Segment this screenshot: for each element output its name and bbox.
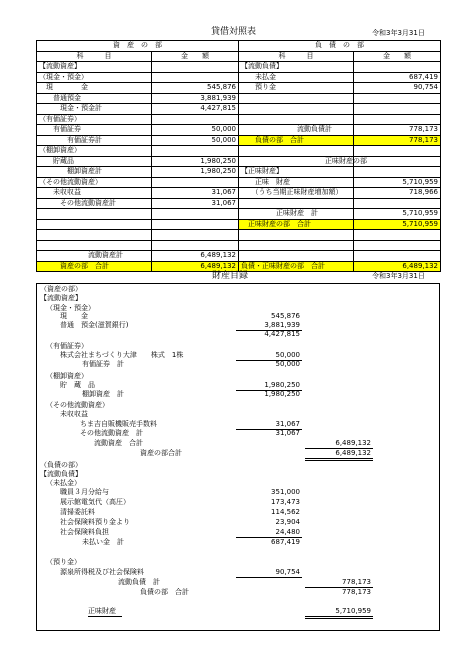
col-amount-left: 金 額 [152,51,239,62]
rule [305,616,373,617]
net-assets-value: 5,710,959 [335,607,371,615]
inventory-line: 普通 預金(滋賀銀行) [60,321,129,329]
inventory-line: 株式会社まちづくり大津 株式 1株 [60,351,184,359]
bs-right-label-cell: 【正味財産】 [239,167,354,178]
bs-right-label-cell: 正味財産 計 [239,209,354,220]
bs-left-value-cell: 50,000 [152,135,239,146]
insurance-burden-value: 24,480 [275,528,300,536]
inventory-line: 有価証券 計 [82,360,124,368]
bs-left-label-cell: 【流動資産】 [37,62,152,73]
bs-left-label-cell [37,230,152,241]
inventory-line: 未収収益 [60,410,88,418]
bs-left-label-cell: 棚卸資産計 [37,167,152,178]
bs-left-label-cell: 資産の部 合計 [37,261,152,272]
bs-left-value-cell [152,219,239,230]
bs-left-value-cell: 3,881,939 [152,93,239,104]
bs-right-label-cell: 預り金 [239,83,354,94]
bs-right-value-cell [354,114,441,125]
inventory-line: ちま吉自販機販売手数料 [80,420,157,428]
col-item-left: 科 目 [37,51,152,62]
balance-sheet-date: 令和3年3月31日 [372,29,425,37]
bs-left-value-cell [152,209,239,220]
insurance-withheld-value: 23,904 [275,518,300,526]
col-amount-right: 金 額 [354,51,441,62]
bs-right-label-cell [239,93,354,104]
bs-right-label-cell: 正味 財産 [239,177,354,188]
bs-right-value-cell: 718,966 [354,188,441,199]
bs-right-label-cell: 正味財産の部 合計 [239,219,354,230]
inventory-date: 令和3年3月31日 [372,272,425,280]
bs-right-label-cell: 未払金 [239,72,354,83]
assets-total-value: 6,489,132 [335,449,371,457]
balance-sheet-table [36,40,441,272]
rule [305,460,373,461]
bs-right-value-cell [354,62,441,73]
bs-left-value-cell: 31,067 [152,188,239,199]
bs-right-value-cell [354,230,441,241]
bs-left-value-cell [152,146,239,157]
inventory-line: 展示館電気代（高圧） [60,498,130,506]
bs-left-label-cell: その他流動資産計 [37,198,152,209]
bs-left-value-cell: 6,489,132 [152,251,239,262]
col-item-right: 科 目 [239,51,354,62]
inventory-line: 源泉所得税及び社会保険料 [60,568,144,576]
bs-left-label-cell [37,219,152,230]
bs-right-label-cell: 負債の部 合計 [239,135,354,146]
cleaning-value: 114,562 [271,508,300,516]
balance-sheet-title: 貸借対照表 [211,27,257,37]
bs-right-label-cell: 正味財産の部 [239,156,354,167]
bs-right-value-cell: 5,710,959 [354,177,441,188]
liabilities-header: 負 債 の 部 [239,41,441,52]
inventory-line: 清掃委託料 [60,508,95,516]
bs-left-label-cell [37,209,152,220]
withholding-value: 90,754 [275,568,300,576]
bs-left-label-cell: 現 金 [37,83,152,94]
bs-right-label-cell [239,240,354,251]
bs-right-label-cell: 負債・正味財産の部 合計 [239,261,354,272]
bs-right-value-cell: 778,173 [354,135,441,146]
bs-right-label-cell [239,104,354,115]
bs-left-value-cell [152,114,239,125]
bs-left-label-cell: 未収収益 [37,188,152,199]
inventory-line: 【流動資産】 [40,294,82,302]
inventory-line: 資産の部合計 [140,449,182,457]
bs-right-value-cell: 6,489,132 [354,261,441,272]
bs-left-value-cell [152,62,239,73]
inventory-line: （預り金） [46,558,81,566]
inventory-line: （有価証券） [46,342,88,350]
stock-value: 50,000 [275,351,300,359]
bs-right-value-cell [354,104,441,115]
bs-right-label-cell [239,146,354,157]
bs-left-value-cell: 1,980,250 [152,167,239,178]
bs-left-value-cell: 50,000 [152,125,239,136]
bs-right-value-cell [354,167,441,178]
rule [236,577,302,578]
inventory-line: 未払い金 計 [82,538,124,546]
inventory-line: 正味財産 [88,607,116,615]
electric-value: 173,473 [271,498,300,506]
inventory-line: （負債の部） [40,461,82,469]
bs-right-label-cell [239,114,354,125]
cash-value: 545,876 [271,312,300,320]
other-total-value: 31,067 [275,429,300,437]
payable-total-value: 687,419 [271,538,300,546]
bs-right-label-cell: 【流動負債】 [239,62,354,73]
bs-right-value-cell: 5,710,959 [354,209,441,220]
inventory-total-value: 1,980,250 [264,390,300,398]
bs-left-label-cell: （その他流動資産） [37,177,152,188]
bs-right-label-cell [239,251,354,262]
liab-total-value: 778,173 [342,588,371,596]
inventory-line: 棚卸資産 計 [82,390,124,398]
rule [88,616,122,617]
bs-right-value-cell: 90,754 [354,83,441,94]
bs-left-value-cell: 31,067 [152,198,239,209]
bs-left-value-cell: 545,876 [152,83,239,94]
securities-total-value: 50,000 [275,360,300,368]
inventory-line: （現金・預金） [46,304,95,312]
bs-left-value-cell: 6,489,132 [152,261,239,272]
deposit-value: 3,881,939 [264,321,300,329]
bs-left-label-cell: 現金・預金計 [37,104,152,115]
rule [305,458,373,459]
inventory-line: 【流動負債】 [40,470,82,478]
bs-right-label-cell [239,198,354,209]
bs-right-value-cell: 687,419 [354,72,441,83]
bs-left-label-cell: 流動資産計 [37,251,152,262]
bs-left-label-cell: 有価証券計 [37,135,152,146]
cash-total-value: 4,427,815 [264,330,300,338]
bs-left-label-cell: 普通預金 [37,93,152,104]
bs-left-label-cell: 貯蔵品 [37,156,152,167]
bs-right-value-cell: 5,710,959 [354,219,441,230]
current-liab-value: 778,173 [342,578,371,586]
bs-left-label-cell [37,240,152,251]
bs-right-value-cell: 778,173 [354,125,441,136]
bs-right-label-cell: 流動負債計 [239,125,354,136]
inventory-line: 負債の部 合計 [140,588,189,596]
bs-right-value-cell [354,93,441,104]
bs-left-value-cell [152,240,239,251]
assets-header: 資 産 の 部 [37,41,239,52]
bs-right-label-cell: （うち当期正味財産増加額） [239,188,354,199]
vending-value: 31,067 [275,420,300,428]
supplies-value: 1,980,250 [264,381,300,389]
bs-left-value-cell [152,230,239,241]
bs-left-label-cell: 有価証券 [37,125,152,136]
inventory-title: 財産目録 [212,271,249,281]
inventory-line: （その他流動資産） [46,401,109,409]
inventory-line: 現 金 [60,312,88,320]
inventory-line: 社会保険料負担 [60,528,109,536]
inventory-line: 職員３月分給与 [60,488,109,496]
current-assets-value: 6,489,132 [335,439,371,447]
rule [305,618,373,619]
inventory-line: 流動資産 合計 [94,439,143,447]
bs-left-label-cell: （現金・預金） [37,72,152,83]
inventory-line: 社会保険料預り金より [60,518,130,526]
bs-left-label-cell: （有価証券） [37,114,152,125]
bs-right-label-cell [239,230,354,241]
salary-value: 351,000 [271,488,300,496]
inventory-line: （棚卸資産） [46,372,88,380]
bs-right-value-cell [354,251,441,262]
bs-left-value-cell: 4,427,815 [152,104,239,115]
bs-right-value-cell [354,198,441,209]
bs-left-value-cell [152,72,239,83]
bs-right-value-cell [354,240,441,251]
bs-left-label-cell: （棚卸資産） [37,146,152,157]
bs-right-value-cell [354,146,441,157]
inventory-line: その他流動資産 計 [80,429,143,437]
bs-left-value-cell [152,177,239,188]
inventory-line: （資産の部） [40,285,82,293]
inventory-line: 貯 蔵 品 [60,381,95,389]
inventory-line: （未払金） [46,479,81,487]
inventory-line: 流動負債 計 [118,578,160,586]
bs-left-value-cell: 1,980,250 [152,156,239,167]
